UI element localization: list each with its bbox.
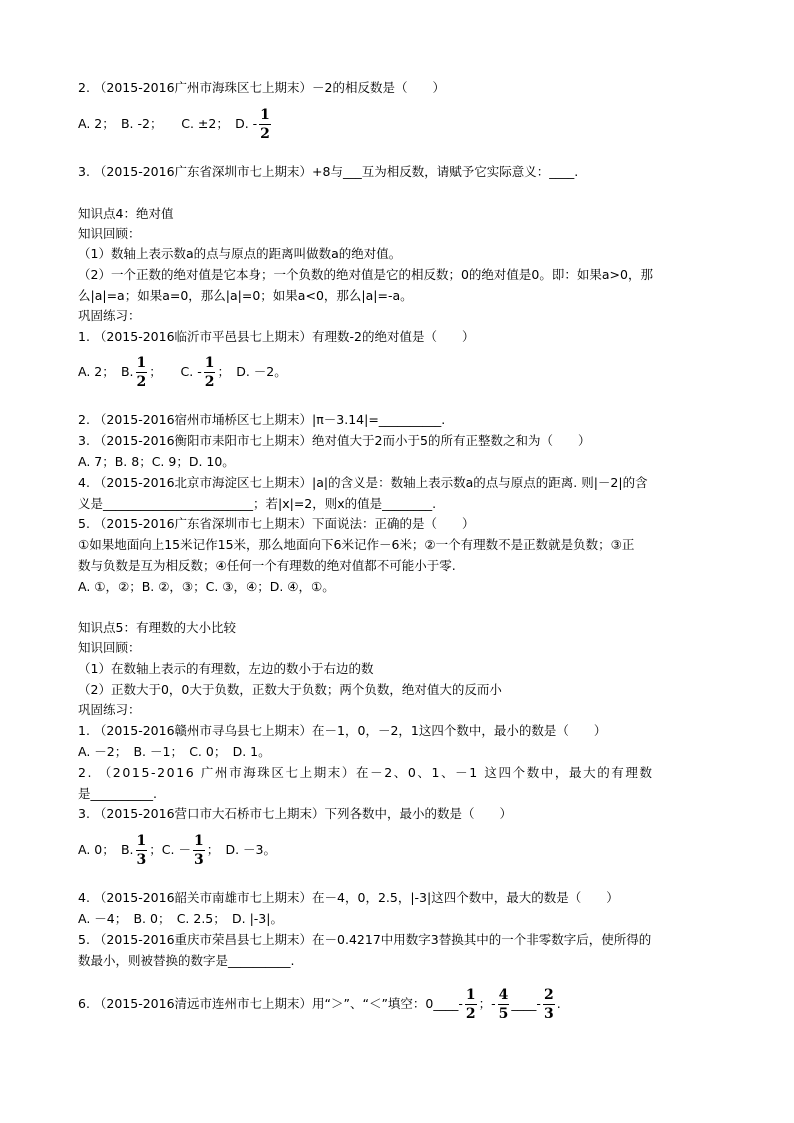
- fraction-denominator: 2: [260, 126, 270, 142]
- k4-point-2-line-2: 么|a|=a；如果a=0，那么|a|=0；如果a<0，那么|a|=-a。: [78, 288, 413, 303]
- k4-point-2-line-1: （2）一个正数的绝对值是它本身；一个负数的绝对值是它的相反数；0的绝对值是0。即：如果a>0，那: [78, 267, 653, 282]
- fraction-denominator: 5: [498, 1006, 509, 1022]
- q2-prev-options-text: A. 2； B. -2； C. ±2； D. -: [78, 116, 258, 131]
- k5-q1-options: A. －2； B. －1； C. 0； D. 1。: [78, 744, 271, 759]
- k4-q5-text: 5. （2015-2016广东省深圳市七上期末）下面说法：正确的是（ ）: [78, 516, 475, 531]
- k4-review-label: 知识回顾：: [78, 226, 141, 241]
- fraction: [193, 834, 205, 867]
- fraction: [136, 356, 148, 389]
- k5-q4-options: A. －4； B. 0； C. 2.5； D. |-3|。: [78, 911, 283, 926]
- option-text: .: [556, 996, 561, 1011]
- option-text: ____-: [511, 996, 541, 1011]
- fraction: [465, 988, 477, 1021]
- option-text: A. 0； B.: [78, 842, 134, 857]
- fraction-denominator: 2: [204, 374, 215, 390]
- fraction-denominator: 3: [543, 1006, 554, 1022]
- k5-q2-line-1: 2. （2015-2016 广州市海珠区七上期末）在－2、0、1、－1 这四个数中，最大的有理数: [78, 765, 654, 780]
- fraction: [543, 988, 555, 1021]
- k4-practice-label: 巩固练习：: [78, 308, 141, 323]
- k4-q1-text: 1. （2015-2016临沂市平邑县七上期末）有理数-2的绝对值是（ ）: [78, 329, 475, 344]
- k5-q2-line-2: 是__________.: [78, 786, 157, 801]
- k4-q5-statement-1: ①如果地面向上15米记作15米，那么地面向下6米记作－6米；②一个有理数不是正数就是负数；③正: [78, 537, 635, 552]
- q2-prev-text: 2. （2015-2016广州市海珠区七上期末）－2的相反数是（ ）: [78, 80, 445, 95]
- k5-point-1: （1）在数轴上表示的有理数，左边的数小于右边的数: [78, 661, 374, 676]
- k4-q2-text: 2. （2015-2016宿州市埇桥区七上期末）|π－3.14|=__________.: [78, 412, 446, 427]
- k4-q1-options: [78, 356, 287, 389]
- fraction-denominator: 2: [465, 1006, 476, 1022]
- k5-title: 知识点5：有理数的大小比较: [78, 620, 236, 635]
- fraction-denominator: 3: [136, 852, 147, 868]
- k4-q5-options: A. ①，②；B. ②，③；C. ③，④；D. ④，①。: [78, 579, 335, 594]
- k5-q4-text: 4. （2015-2016韶关市南雄市七上期末）在－4，0，2.5，|-3|这四个数中，最大的数是（ ）: [78, 890, 619, 905]
- k5-point-2: （2）正数大于0，0大于负数，正数大于负数；两个负数，绝对值大的反而小: [78, 682, 502, 697]
- fraction-denominator: 2: [136, 374, 147, 390]
- option-text: 6. （2015-2016清远市连州市七上期末）用“＞”、“＜”填空：0____-: [78, 996, 463, 1011]
- k4-q5-statement-2: 数与负数是互为相反数；④任何一个有理数的绝对值都不可能小于零.: [78, 558, 456, 573]
- option-text: A. 2； B.: [78, 364, 134, 379]
- fraction-numerator: 1: [465, 987, 476, 1003]
- k4-q3-options: A. 7；B. 8；C. 9；D. 10。: [78, 454, 235, 469]
- fraction-denominator: 3: [193, 852, 204, 868]
- option-text: ；C. －: [149, 842, 191, 857]
- k4-title: 知识点4：绝对值: [78, 206, 174, 221]
- k4-q4-line-2: 义是________________________；若|x|=2，则x的值是________.: [78, 496, 437, 511]
- option-text: ； D. －2。: [217, 364, 287, 379]
- fraction-numerator: 1: [193, 833, 204, 849]
- fraction-numerator: 1: [136, 833, 147, 849]
- k5-q3-options: [78, 834, 276, 867]
- fraction-numerator: 4: [498, 987, 509, 1003]
- k4-q3-text: 3. （2015-2016衡阳市耒阳市七上期末）绝对值大于2而小于5的所有正整数之和为（ ）: [78, 433, 591, 448]
- fraction: [204, 356, 216, 389]
- option-text: ； D. －3。: [206, 842, 276, 857]
- fraction-numerator: 1: [136, 355, 147, 371]
- fraction-numerator: 1: [260, 107, 270, 123]
- q2-prev-options: [78, 108, 273, 141]
- k4-point-1: （1）数轴上表示数a的点与原点的距离叫做数a的绝对值。: [78, 246, 402, 261]
- fraction: [498, 988, 510, 1021]
- option-text: ； C. -: [149, 364, 202, 379]
- k5-q1-text: 1. （2015-2016赣州市寻乌县七上期末）在－1，0，－2，1这四个数中，最小的数是（ ）: [78, 723, 607, 738]
- k4-q4-line-1: 4. （2015-2016北京市海淀区七上期末）|a|的含义是：数轴上表示数a的点与原点的距离. 则|－2|的含: [78, 475, 648, 490]
- k5-q6: [78, 988, 561, 1021]
- k5-q5-line-1: 5. （2015-2016重庆市荣昌县七上期末）在－0.4217中用数字3替换其中的一个非零数字后，使所得的: [78, 932, 652, 947]
- q3-prev-text: 3. （2015-2016广东省深圳市七上期末）+8与___互为相反数，请赋予它实际意义：____.: [78, 164, 579, 179]
- option-text: ；-: [478, 996, 496, 1011]
- fraction-numerator: 2: [543, 987, 554, 1003]
- k5-review-label: 知识回顾：: [78, 640, 141, 655]
- k5-q5-line-2: 数最小，则被替换的数字是__________.: [78, 953, 295, 968]
- k5-q3-text: 3. （2015-2016营口市大石桥市七上期末）下列各数中，最小的数是（ ）: [78, 806, 513, 821]
- k5-practice-label: 巩固练习：: [78, 702, 141, 717]
- fraction: [136, 834, 148, 867]
- fraction-numerator: 1: [204, 355, 215, 371]
- fraction: [259, 108, 271, 141]
